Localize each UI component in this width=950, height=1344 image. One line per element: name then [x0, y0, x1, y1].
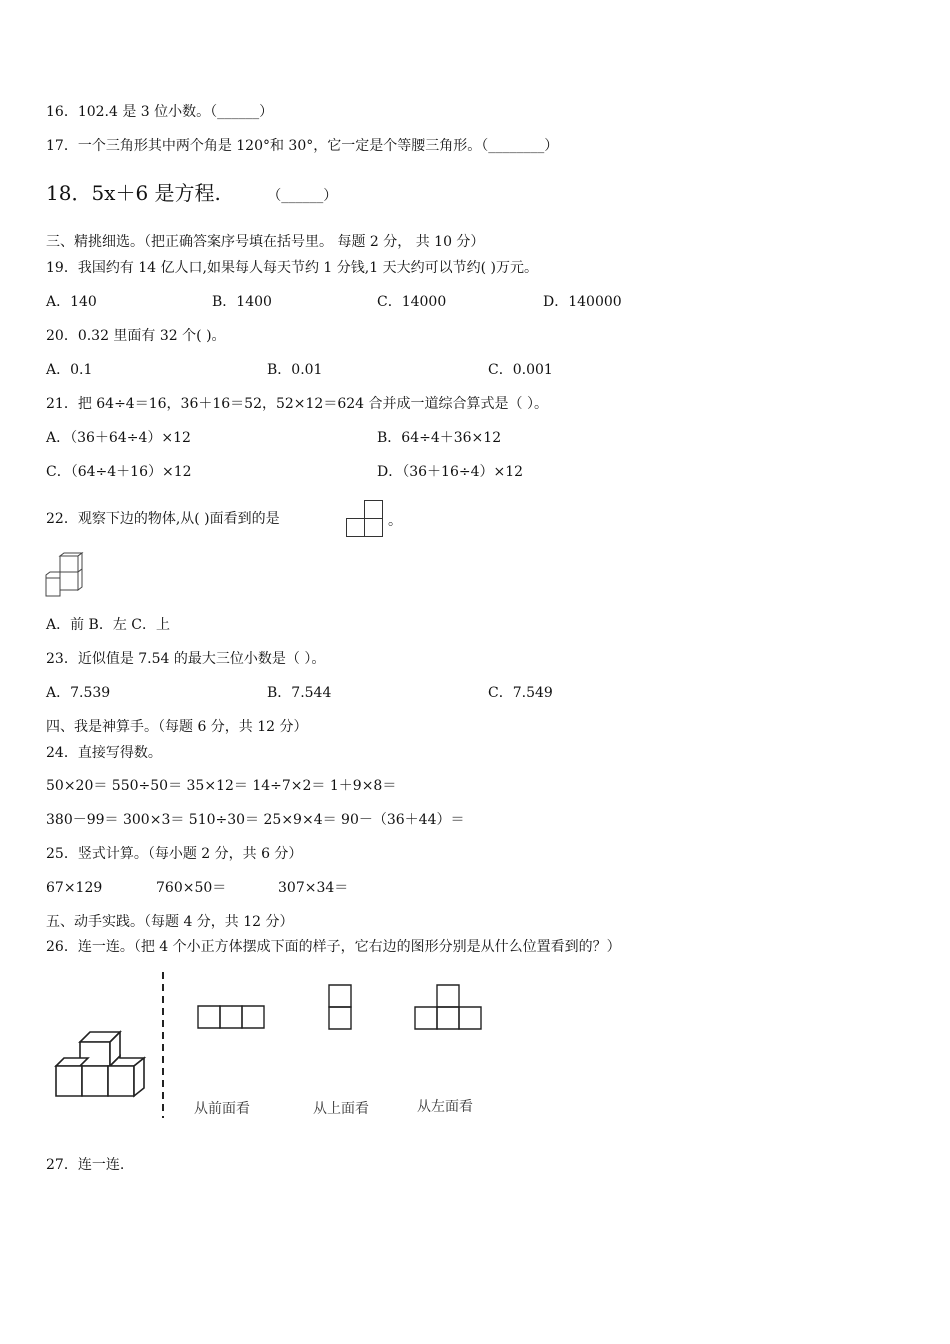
question-20: 20．0.32 里面有 32 个( )。 [46, 328, 226, 344]
question-22-end: 。 [388, 513, 402, 529]
q26-front-view [196, 1004, 266, 1030]
q25-item-1: 67×129 [46, 880, 103, 896]
q19-option-d: D．140000 [543, 294, 622, 310]
q26-label-front: 从前面看 [194, 1101, 250, 1117]
question-23: 23．近似值是 7.54 的最大三位小数是（ ）。 [46, 651, 326, 667]
q25-item-2: 760×50＝ [156, 880, 227, 896]
question-24: 24．直接写得数。 [46, 745, 162, 761]
q23-option-a: A．7.539 [46, 685, 111, 701]
q19-option-c: C．14000 [377, 294, 447, 310]
q26-block-structure [52, 1028, 152, 1100]
q23-option-c: C．7.549 [488, 685, 553, 701]
q22-cube-object [44, 552, 86, 598]
question-18 [46, 180, 337, 209]
q20-option-b: B．0.01 [267, 362, 323, 378]
q21-option-d: D．（36＋16÷4）×12 [377, 464, 524, 480]
q26-left-view [413, 983, 483, 1031]
q23-option-b: B．7.544 [267, 685, 332, 701]
question-21: 21．把 64÷4＝16，36＋16＝52，52×12＝624 合并成一道综合算式是（ ）。 [46, 396, 548, 412]
question-17: 17．一个三角形其中两个角是 120°和 30°，它一定是个等腰三角形。（________） [46, 138, 559, 154]
q26-label-top: 从上面看 [313, 1101, 369, 1117]
q20-option-c: C．0.001 [488, 362, 553, 378]
q21-option-b: B．64÷4＋36×12 [377, 430, 502, 446]
question-16: 16．102.4 是 3 位小数。（______） [46, 104, 274, 120]
question-27: 27．连一连. [46, 1157, 125, 1173]
q24-row-1: 50×20＝ 550÷50＝ 35×12＝ 14÷7×2＝ 1＋9×8＝ [46, 778, 397, 794]
q26-top-view [327, 983, 355, 1031]
question-18-text: 18．5x＋6 是方程. [46, 181, 221, 205]
question-22: 22．观察下边的物体,从( )面看到的是 [46, 511, 280, 527]
question-19: 19．我国约有 14 亿人口,如果每人每天节约 1 分钱,1 天大约可以节约( )万元。 [46, 260, 538, 276]
q19-option-a: A．140 [46, 294, 97, 310]
q26-dashed-divider [158, 972, 168, 1118]
q26-label-left: 从左面看 [417, 1099, 473, 1115]
q19-option-b: B．1400 [212, 294, 272, 310]
q20-option-a: A．0.1 [46, 362, 93, 378]
q21-option-c: C．（64÷4＋16）×12 [46, 464, 192, 480]
q21-option-a: A．（36＋64÷4）×12 [46, 430, 191, 446]
question-25: 25．竖式计算。（每小题 2 分，共 6 分） [46, 846, 303, 862]
section-3-heading: 三、精挑细选。（把正确答案序号填在括号里。 每题 2 分， 共 10 分） [46, 234, 485, 250]
section-4-heading: 四、我是神算手。（每题 6 分，共 12 分） [46, 719, 308, 735]
q24-row-2: 380－99＝ 300×3＝ 510÷30＝ 25×9×4＝ 90－（36＋44）＝ [46, 812, 465, 828]
q22-options: A．前 B．左 C．上 [46, 617, 171, 633]
section-5-heading: 五、动手实践。（每题 4 分，共 12 分） [46, 914, 294, 930]
question-18-blank: （______） [267, 188, 338, 204]
question-26: 26．连一连。（把 4 个小正方体摆成下面的样子，它右边的图形分别是从什么位置看到的？） [46, 939, 621, 955]
q22-view-figure [346, 500, 384, 538]
q25-item-3: 307×34＝ [278, 880, 349, 896]
